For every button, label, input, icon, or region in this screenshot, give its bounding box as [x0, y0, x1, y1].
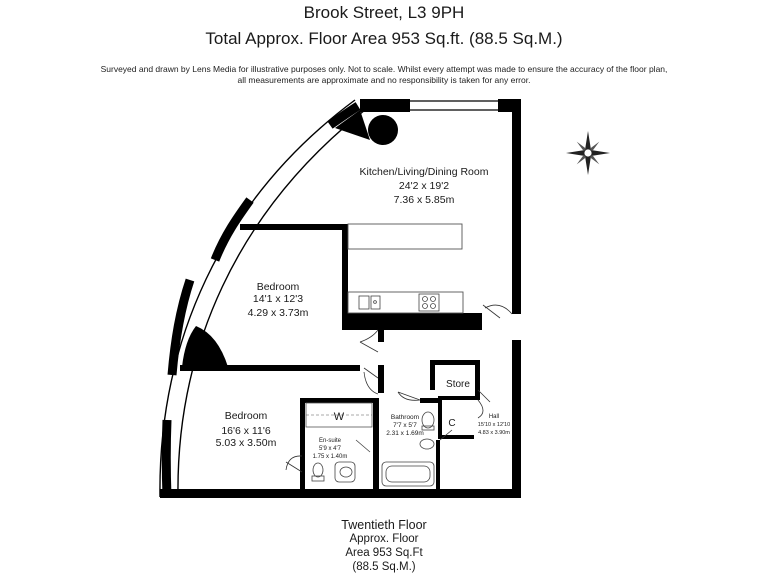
bedroom-pier: [182, 326, 228, 367]
sink-icon: [359, 296, 380, 309]
bathroom-imperial: 7'7 x 5'7: [393, 422, 417, 429]
bedroom1-metric: 4.29 x 3.73m: [247, 307, 309, 319]
hall-name: Hall: [488, 414, 500, 420]
cupboard-label: C: [448, 418, 456, 429]
approx-floor-label: Approx. Floor: [349, 533, 419, 545]
kitchen-name: Kitchen/Living/Dining Room: [359, 166, 489, 178]
hall-metric: 4.83 x 3.90m: [478, 430, 510, 436]
wardrobe-label: W: [333, 411, 345, 423]
structural-column: [368, 115, 398, 145]
floor-label: Twentieth Floor: [341, 518, 427, 532]
kitchen-imperial: 24'2 x 19'2: [398, 180, 450, 192]
hall-imperial: 15'10 x 12'10: [477, 422, 511, 428]
compass-rose-icon: [565, 130, 610, 175]
bedroom2-metric: 5.03 x 3.50m: [215, 437, 277, 449]
disclaimer-line-1: Surveyed and drawn by Lens Media for illustrative purposes only. Not to scale. Whilst every attempt was made to ensure the accuracy of the floor plan,: [100, 64, 668, 74]
bathroom-metric: 2.31 x 1.69m: [386, 430, 424, 437]
area-sqm-label: (88.5 Sq.M.): [352, 561, 416, 573]
kitchen-metric: 7.36 x 5.85m: [393, 194, 455, 206]
kitchen-worktop: [348, 292, 463, 313]
total-area-title: Total Approx. Floor Area 953 Sq.ft. (88.5 Sq.M.): [205, 29, 563, 48]
bedroom1-name: Bedroom: [256, 281, 300, 293]
store-label: Store: [446, 379, 470, 390]
bedroom2-imperial: 16'6 x 11'6: [221, 425, 271, 437]
address-title: Brook Street, L3 9PH: [303, 3, 465, 22]
right-wall: [512, 99, 521, 314]
ensuite-name: En-suite: [318, 438, 342, 444]
right-wall-lower: [512, 340, 521, 498]
bathroom-name: Bathroom: [390, 414, 420, 421]
ensuite-imperial: 5'9 x 4'7: [319, 446, 341, 452]
bedroom1-imperial: 14'1 x 12'3: [252, 293, 304, 305]
disclaimer-line-2: all measurements are approximate and no responsibility is taken for any error.: [237, 75, 531, 85]
bedroom2-name: Bedroom: [224, 410, 268, 422]
kitchen-island: [348, 224, 462, 249]
top-glazed-wall: [360, 99, 520, 112]
bottom-wall: [160, 489, 521, 498]
hob-icon: [419, 294, 439, 311]
ensuite-metric: 1.75 x 1.40m: [312, 454, 348, 460]
area-sqft-label: Area 953 Sq.Ft: [345, 547, 423, 559]
